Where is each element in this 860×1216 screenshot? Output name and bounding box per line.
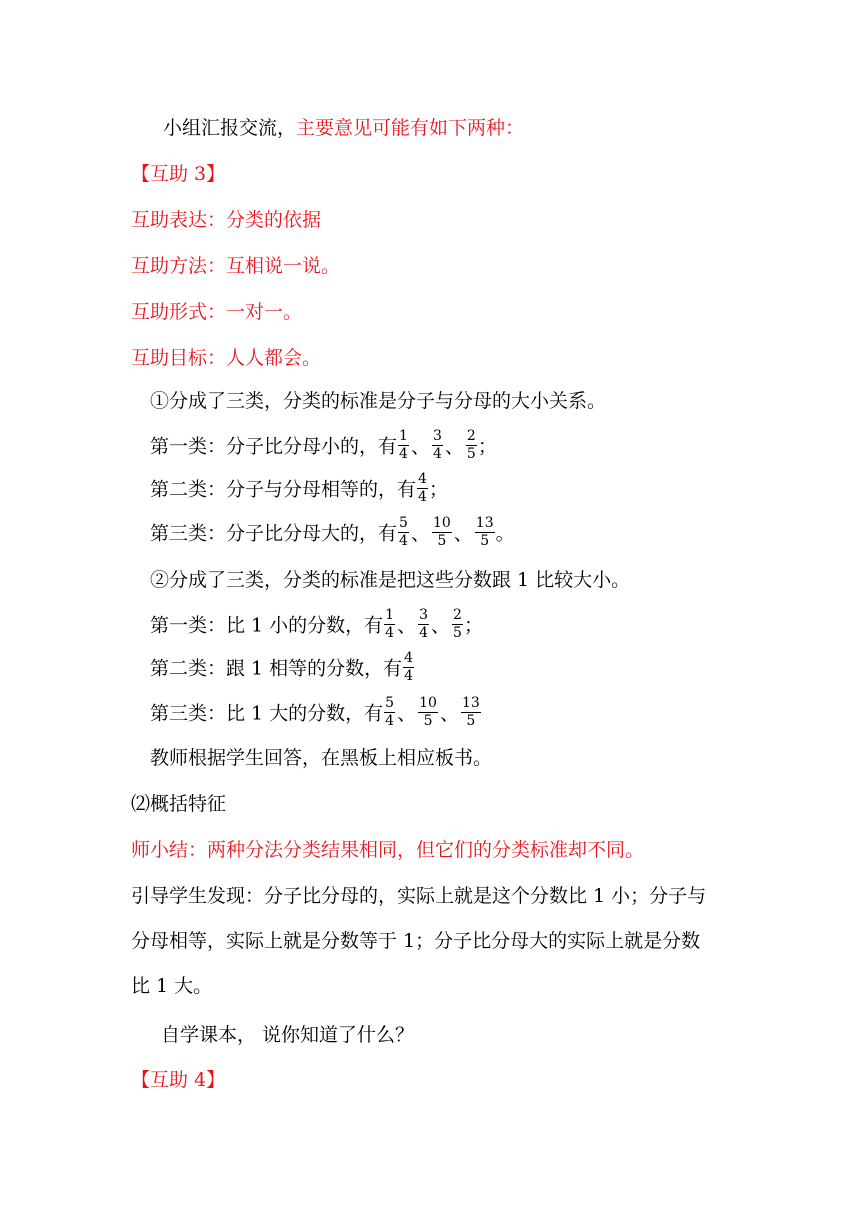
teacher-board-note: 教师根据学生回答，在黑板上相应板书。 bbox=[150, 747, 493, 769]
huzhu-form: 互助形式：一对一。 bbox=[131, 301, 303, 323]
fraction: $\frac{1}{4}$ bbox=[385, 607, 395, 641]
fraction: $\frac{4}{4}$ bbox=[418, 471, 427, 505]
class2b-text: 第二类：跟 1 相等的分数，有 bbox=[150, 657, 403, 680]
fraction: $\frac{13}{5}$ bbox=[475, 515, 494, 549]
summary-heading: ⑵概括特征 bbox=[131, 793, 227, 815]
teacher-summary: 师小结：两种分法分类结果相同，但它们的分类标准却不同。 bbox=[131, 839, 645, 861]
class1b-text: 第一类：比 1 小的分数，有 bbox=[150, 614, 384, 637]
classification-two-intro: ②分成了三类，分类的标准是把这些分数跟 1 比较大小。 bbox=[150, 569, 631, 591]
guide-paragraph-line2: 分母相等，实际上就是分数等于 1；分子比分母大的实际上就是分数 bbox=[131, 930, 701, 952]
report-text: 小组汇报交流， bbox=[163, 117, 297, 139]
class2-line-b bbox=[150, 650, 415, 686]
huzhu-goal: 互助目标：人人都会。 bbox=[131, 347, 322, 369]
guide-paragraph-line3: 比 1 大。 bbox=[131, 975, 213, 997]
fraction: $\frac{1}{4}$ bbox=[399, 428, 408, 462]
class2-line-a: 第二类：分子与分母相等的，有 $\frac{4}{4}$ ； bbox=[150, 471, 448, 505]
fraction: $\frac{4}{4}$ bbox=[404, 650, 414, 684]
report-line bbox=[163, 115, 524, 141]
section-heading-huzhu3: 【互助 3】 bbox=[131, 163, 226, 185]
class1-line-a: 第一类：分子比分母小的，有 $\frac{1}{4}$ 、 $\frac{3}{4}$ 、 $\frac{2}{5}$ ； bbox=[150, 428, 497, 462]
class1-text: 第一类：分子比分母小的，有 bbox=[150, 435, 398, 458]
fraction: $\frac{2}{5}$ bbox=[453, 607, 462, 641]
guide-paragraph-line1: 引导学生发现：分子比分母的，实际上就是这个分数比 1 小；分子与 bbox=[131, 885, 707, 907]
fraction: $\frac{3}{4}$ bbox=[432, 428, 442, 462]
fraction: $\frac{5}{4}$ bbox=[399, 515, 408, 549]
fraction: $\frac{10}{5}$ bbox=[432, 515, 451, 549]
class3b-text: 第三类：比 1 大的分数，有 bbox=[150, 702, 384, 725]
fraction: $\frac{3}{4}$ bbox=[419, 607, 429, 641]
huzhu-expression: 互助表达：分类的依据 bbox=[131, 209, 322, 231]
class3-line-a: 第三类：分子比分母大的，有 $\frac{5}{4}$ 、 $\frac{10}{5}$ 、 $\frac{13}{5}$ 。 bbox=[150, 515, 515, 549]
section-heading-huzhu4: 【互助 4】 bbox=[131, 1069, 226, 1091]
fraction: $\frac{10}{5}$ bbox=[419, 695, 437, 729]
fraction: $\frac{13}{5}$ bbox=[461, 695, 480, 729]
class1-line-b: 第一类：比 1 小的分数，有 $\frac{1}{4}$ 、 $\frac{3}{4}$ 、 $\frac{2}{5}$ ； bbox=[150, 607, 483, 641]
classification-one-intro: ①分成了三类，分类的标准是分子与分母的大小关系。 bbox=[150, 390, 607, 412]
class3-text: 第三类：分子比分母大的，有 bbox=[150, 522, 398, 545]
fraction: $\frac{5}{4}$ bbox=[385, 695, 395, 729]
class2-text: 第二类：分子与分母相等的，有 bbox=[150, 478, 417, 501]
report-highlight: 主要意见可能有如下两种： bbox=[296, 117, 525, 139]
class3-line-b: 第三类：比 1 大的分数，有 $\frac{5}{4}$ 、 $\frac{10}{5}$ 、 $\frac{13}{5}$ bbox=[150, 695, 480, 729]
fraction: $\frac{2}{5}$ bbox=[466, 428, 476, 462]
huzhu-method: 互助方法：互相说一说。 bbox=[131, 255, 341, 277]
self-study-prompt: 自学课本， 说你知道了什么？ bbox=[161, 1024, 415, 1046]
